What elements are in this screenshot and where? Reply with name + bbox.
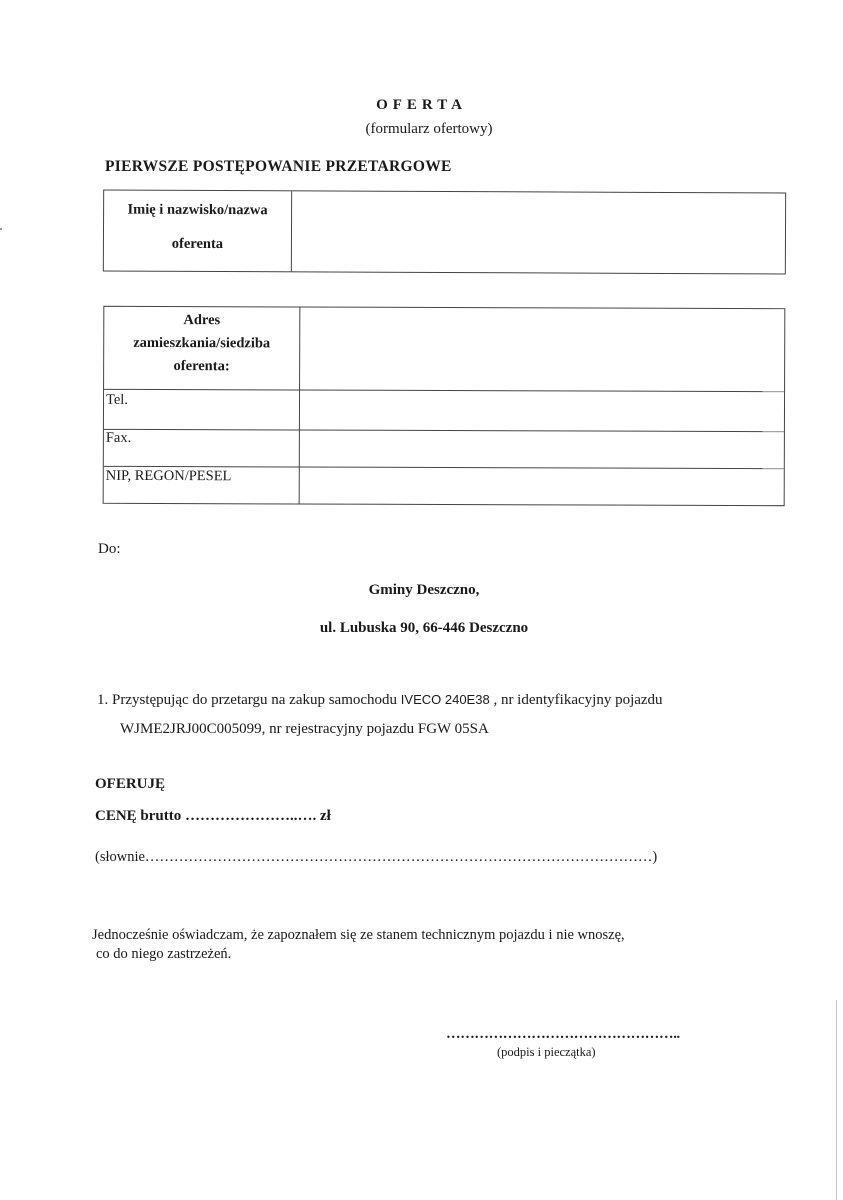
bidder-name-label-cell	[104, 191, 292, 272]
point-1-line-1	[97, 692, 663, 709]
vehicle-model: IVECO 240E38	[400, 692, 490, 707]
to-label: Do:	[98, 541, 121, 557]
signature-caption: (podpis i pieczątka)	[497, 1045, 596, 1059]
bidder-name-table	[103, 190, 786, 275]
price-line[interactable]: CENĘ brutto …………………..…. zł	[95, 808, 331, 824]
tel-field[interactable]	[300, 390, 784, 431]
recipient-address: ul. Lubuska 90, 66-446 Deszczno	[319, 620, 529, 636]
fax-label: Fax.	[105, 429, 132, 446]
address-field[interactable]	[300, 307, 784, 391]
procedure-heading: PIERWSZE POSTĘPOWANIE PRZETARGOWE	[105, 158, 452, 175]
nip-field[interactable]	[300, 467, 784, 505]
bidder-name-label: Imię i nazwisko/nazwa	[127, 201, 268, 219]
address-label-2: zamieszkania/siedziba	[133, 334, 271, 352]
address-label: Adres	[183, 312, 221, 329]
statement-line-1: Jednocześnie oświadczam, że zapoznałem się ze stanem technicznym pojazdu i nie wnoszę,	[92, 927, 625, 943]
scan-edge-line	[836, 1000, 837, 1200]
address-label-3: oferenta:	[173, 358, 230, 375]
point-1-text-b: , nr identyfikacyjny pojazdu	[489, 692, 663, 708]
bidder-name-label-2: oferenta	[171, 235, 224, 253]
fax-field[interactable]	[300, 430, 784, 468]
bidder-name-field[interactable]	[292, 191, 785, 273]
offer-label: OFERUJĘ	[95, 776, 166, 792]
scan-mark	[0, 228, 2, 230]
recipient-name: Gminy Deszczno,	[368, 582, 480, 598]
nip-label: NIP, REGON/PESEL	[105, 467, 232, 485]
signature-line[interactable]: …………………………………………..	[446, 1026, 680, 1042]
address-label-cell	[104, 309, 299, 379]
point-1-text-a: 1. Przystępując do przetargu na zakup samochodu	[97, 692, 401, 708]
document-title: OFERTA	[376, 97, 467, 113]
point-1-line-2: WJME2JRJ00C005099, nr rejestracyjny pojazdu FGW 05SA	[120, 721, 489, 737]
statement-line-2: co do niego zastrzeżeń.	[96, 946, 232, 962]
price-in-words-line[interactable]: (słownie……………………………………………………………………………………………)	[95, 849, 658, 865]
document-subtitle: (formularz ofertowy)	[365, 121, 493, 137]
address-table	[103, 306, 786, 506]
tel-label: Tel.	[105, 391, 128, 408]
